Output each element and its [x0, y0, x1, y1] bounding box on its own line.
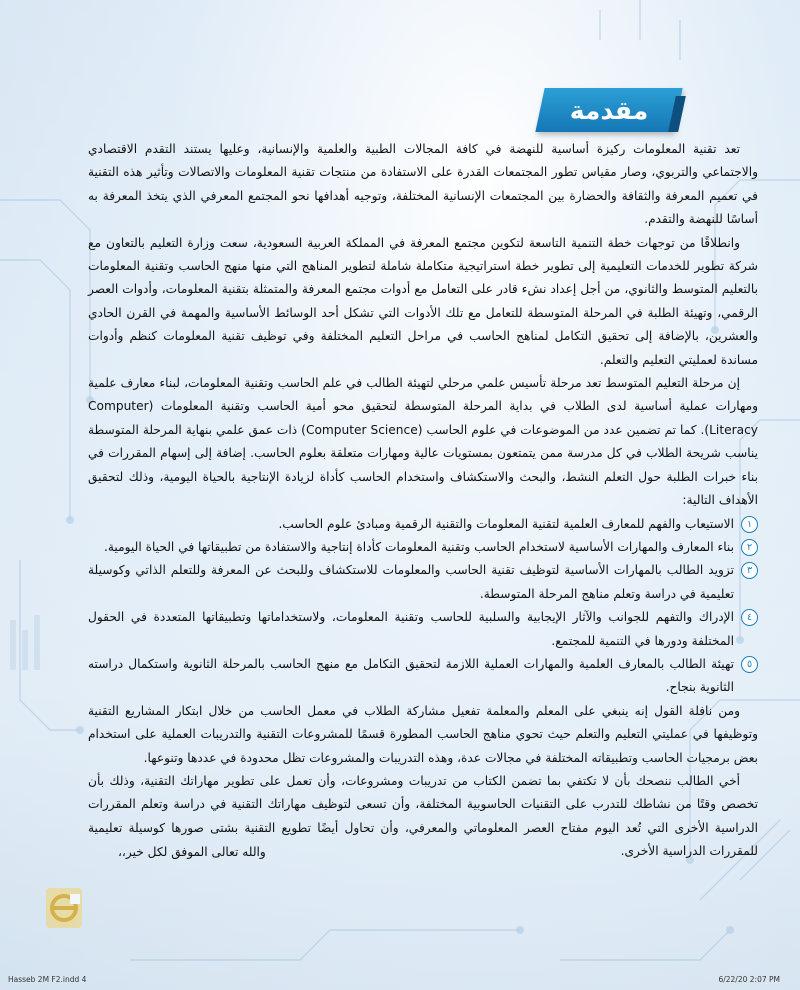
list-number: ٢: [741, 539, 758, 556]
education-logo-icon: [42, 886, 86, 930]
list-item: [88, 559, 758, 606]
footer-filename: Hasseb 2M F2.indd 4: [8, 975, 87, 984]
objectives-list: [88, 513, 758, 700]
list-number: ٣: [741, 562, 758, 579]
list-item: [88, 653, 758, 700]
list-item: [88, 513, 758, 536]
list-number: ٤: [741, 609, 758, 626]
paragraph-3: إن مرحلة التعليم المتوسط تعد مرحلة تأسيس علمي مرحلي لتهيئة الطالب في علم الحاسب وتقنية المعلومات، لبناء معارف علمية ومهارات عملية أساسية لدى الطلاب في بداية المرحلة المتوسطة لتحقيق محو أمية الحاسب وتقنية المعلومات (Computer Literacy). كما تم تضمين عدد من الموضوعات في علوم الحاسب (Computer Science) ذات عمق علمي بنهاية المرحلة المتوسطة يناسب شريحة الطلاب في كل مدرسة ممن يتمتعون بمستويات عالية ومهارات متعلقة بعلوم الحاسب. إضافة إلى إسهام المقررات في بناء خبرات الطلبة حول التعلم النشط، والبحث والاستكشاف واستخدام الحاسب كأداة لزيادة الإنتاجية بالحياة اليومية، وذلك لتحقيق الأهداف التالية:: [88, 376, 758, 508]
list-item: [88, 536, 758, 559]
list-item: [88, 606, 758, 653]
list-number: ١: [741, 516, 758, 533]
list-text: الإدراك والتفهم للجوانب والآثار الإيجابية والسلبية للحاسب وتقنية المعلومات، ولاستخداماتها وتطبيقاتها المتعددة في الحقول المختلفة ودورها في التنمية للمجتمع.: [88, 610, 734, 648]
closing-line: والله تعالى الموفق لكل خير،،: [118, 844, 266, 859]
footer-timestamp: 6/22/20 2:07 PM: [718, 975, 780, 984]
list-text: بناء المعارف والمهارات الأساسية لاستخدام الحاسب وتقنية المعلومات كأداة إنتاجية والاستفادة من تطبيقاتها في الحياة اليومية.: [104, 539, 734, 554]
list-text: تزويد الطالب بالمهارات الأساسية لتوظيف تقنية الحاسب والمعلومات للاستكشاف وللبحث عن المعرفة وللتعلم الذاتي وكوسيلة تعليمية في دراسة وتعلم مناهج المرحلة المتوسطة.: [88, 563, 734, 601]
paragraph-5: أخي الطالب ننصحك بأن لا تكتفي بما تضمن الكتاب من تدريبات ومشروعات، وأن تعمل على تطوير مهاراتك التقنية، وذلك بأن تخصص وقتًا من نشاطك للتدرب على التقنيات الحاسوبية المختلفة، وأن تسعى لتوظيف مهاراتك التقنية في دراسة وتعلم المقررات الدراسية الأخرى التي تُعد اليوم مفتاح العصر المعلوماتي والمعرفي، وأن تحاول أيضًا تطويع التقنية بشتى صورها كوسيلة تعليمية للمقررات الدراسية الأخرى.: [88, 773, 758, 859]
intro-text: [88, 138, 758, 864]
list-text: تهيئة الطالب بالمعارف العلمية والمهارات العملية اللازمة لتحقيق التكامل مع منهج الحاسب بالمرحلة الثانوية واستكمال دراسته الثانوية بنجاح.: [88, 656, 734, 695]
list-text: الاستيعاب والفهم للمعارف العلمية لتقنية المعلومات والتقنية الرقمية ومبادئ علوم الحاسب.: [278, 516, 734, 531]
paragraph-1: تعد تقنية المعلومات ركيزة أساسية للنهضة في كافة المجالات الطبية والعلمية والإنسانية، وعليها يستند التقدم الاقتصادي والاجتماعي والتربوي، وصار مقياس تطور المجتمعات القدرة على الاستفادة من منتجات تقنية المعلومات والاتصالات وتأثير هذه التقنية في تعميم المعرفة والثقافة والحضارة بين المجتمعات الإنسانية المختلفة، وتوجيه أهدافها نحو المجتمع المعرفي الذي يتخذ المعرفة به أساسًا للنهضة والتقدم.: [88, 142, 758, 227]
page-title: مقدمة: [569, 95, 649, 125]
paragraph-2: وانطلاقًا من توجهات خطة التنمية التاسعة لتكوين مجتمع المعرفة في المملكة العربية السعودية، سعت وزارة التعليم بالتعاون مع شركة تطوير للخدمات التعليمية إلى تطوير خطة استراتيجية متكاملة شاملة لتطوير المناهج التي منها منهج الحاسب وتقنية المعلومات بالتعليم المتوسط والثانوي، من أجل إعداد نشء قادر على التعامل مع أدوات مجتمع المعرفة والمتمثلة بتقنية المعلومات، وأدوات العصر الرقمي، وتهيئة الطلبة في المرحلة المتوسطة للتعامل مع تلك الأدوات التي تشكل أحد الوسائط الأساسية والمهمة في القرن الحادي والعشرين، بالإضافة إلى تحقيق التكامل لمناهج الحاسب في مراحل التعليم المختلفة وفي توظيف تقنية المعلومات كنظم وأدوات مساندة لعمليتي التعليم والتعلم.: [88, 235, 758, 367]
list-number: ٥: [741, 656, 758, 673]
paragraph-4: ومن نافلة القول إنه ينبغي على المعلم والمعلمة تفعيل مشاركة الطلاب في معمل الحاسب من خلال ابتكار المشاريع التقنية وتوظيفها في عمليتي التعليم والتعلم حيث تحوي مناهج الحاسب المطورة قسمًا للمشروعات التقنية والتدريبات العملية على استخدام بعض برمجيات الحاسب وتطبيقاته المختلفة في مجالات عدة، وهذه التدريبات والمشروعات تظل محدودة في عددها وتنوعها.: [88, 703, 758, 765]
